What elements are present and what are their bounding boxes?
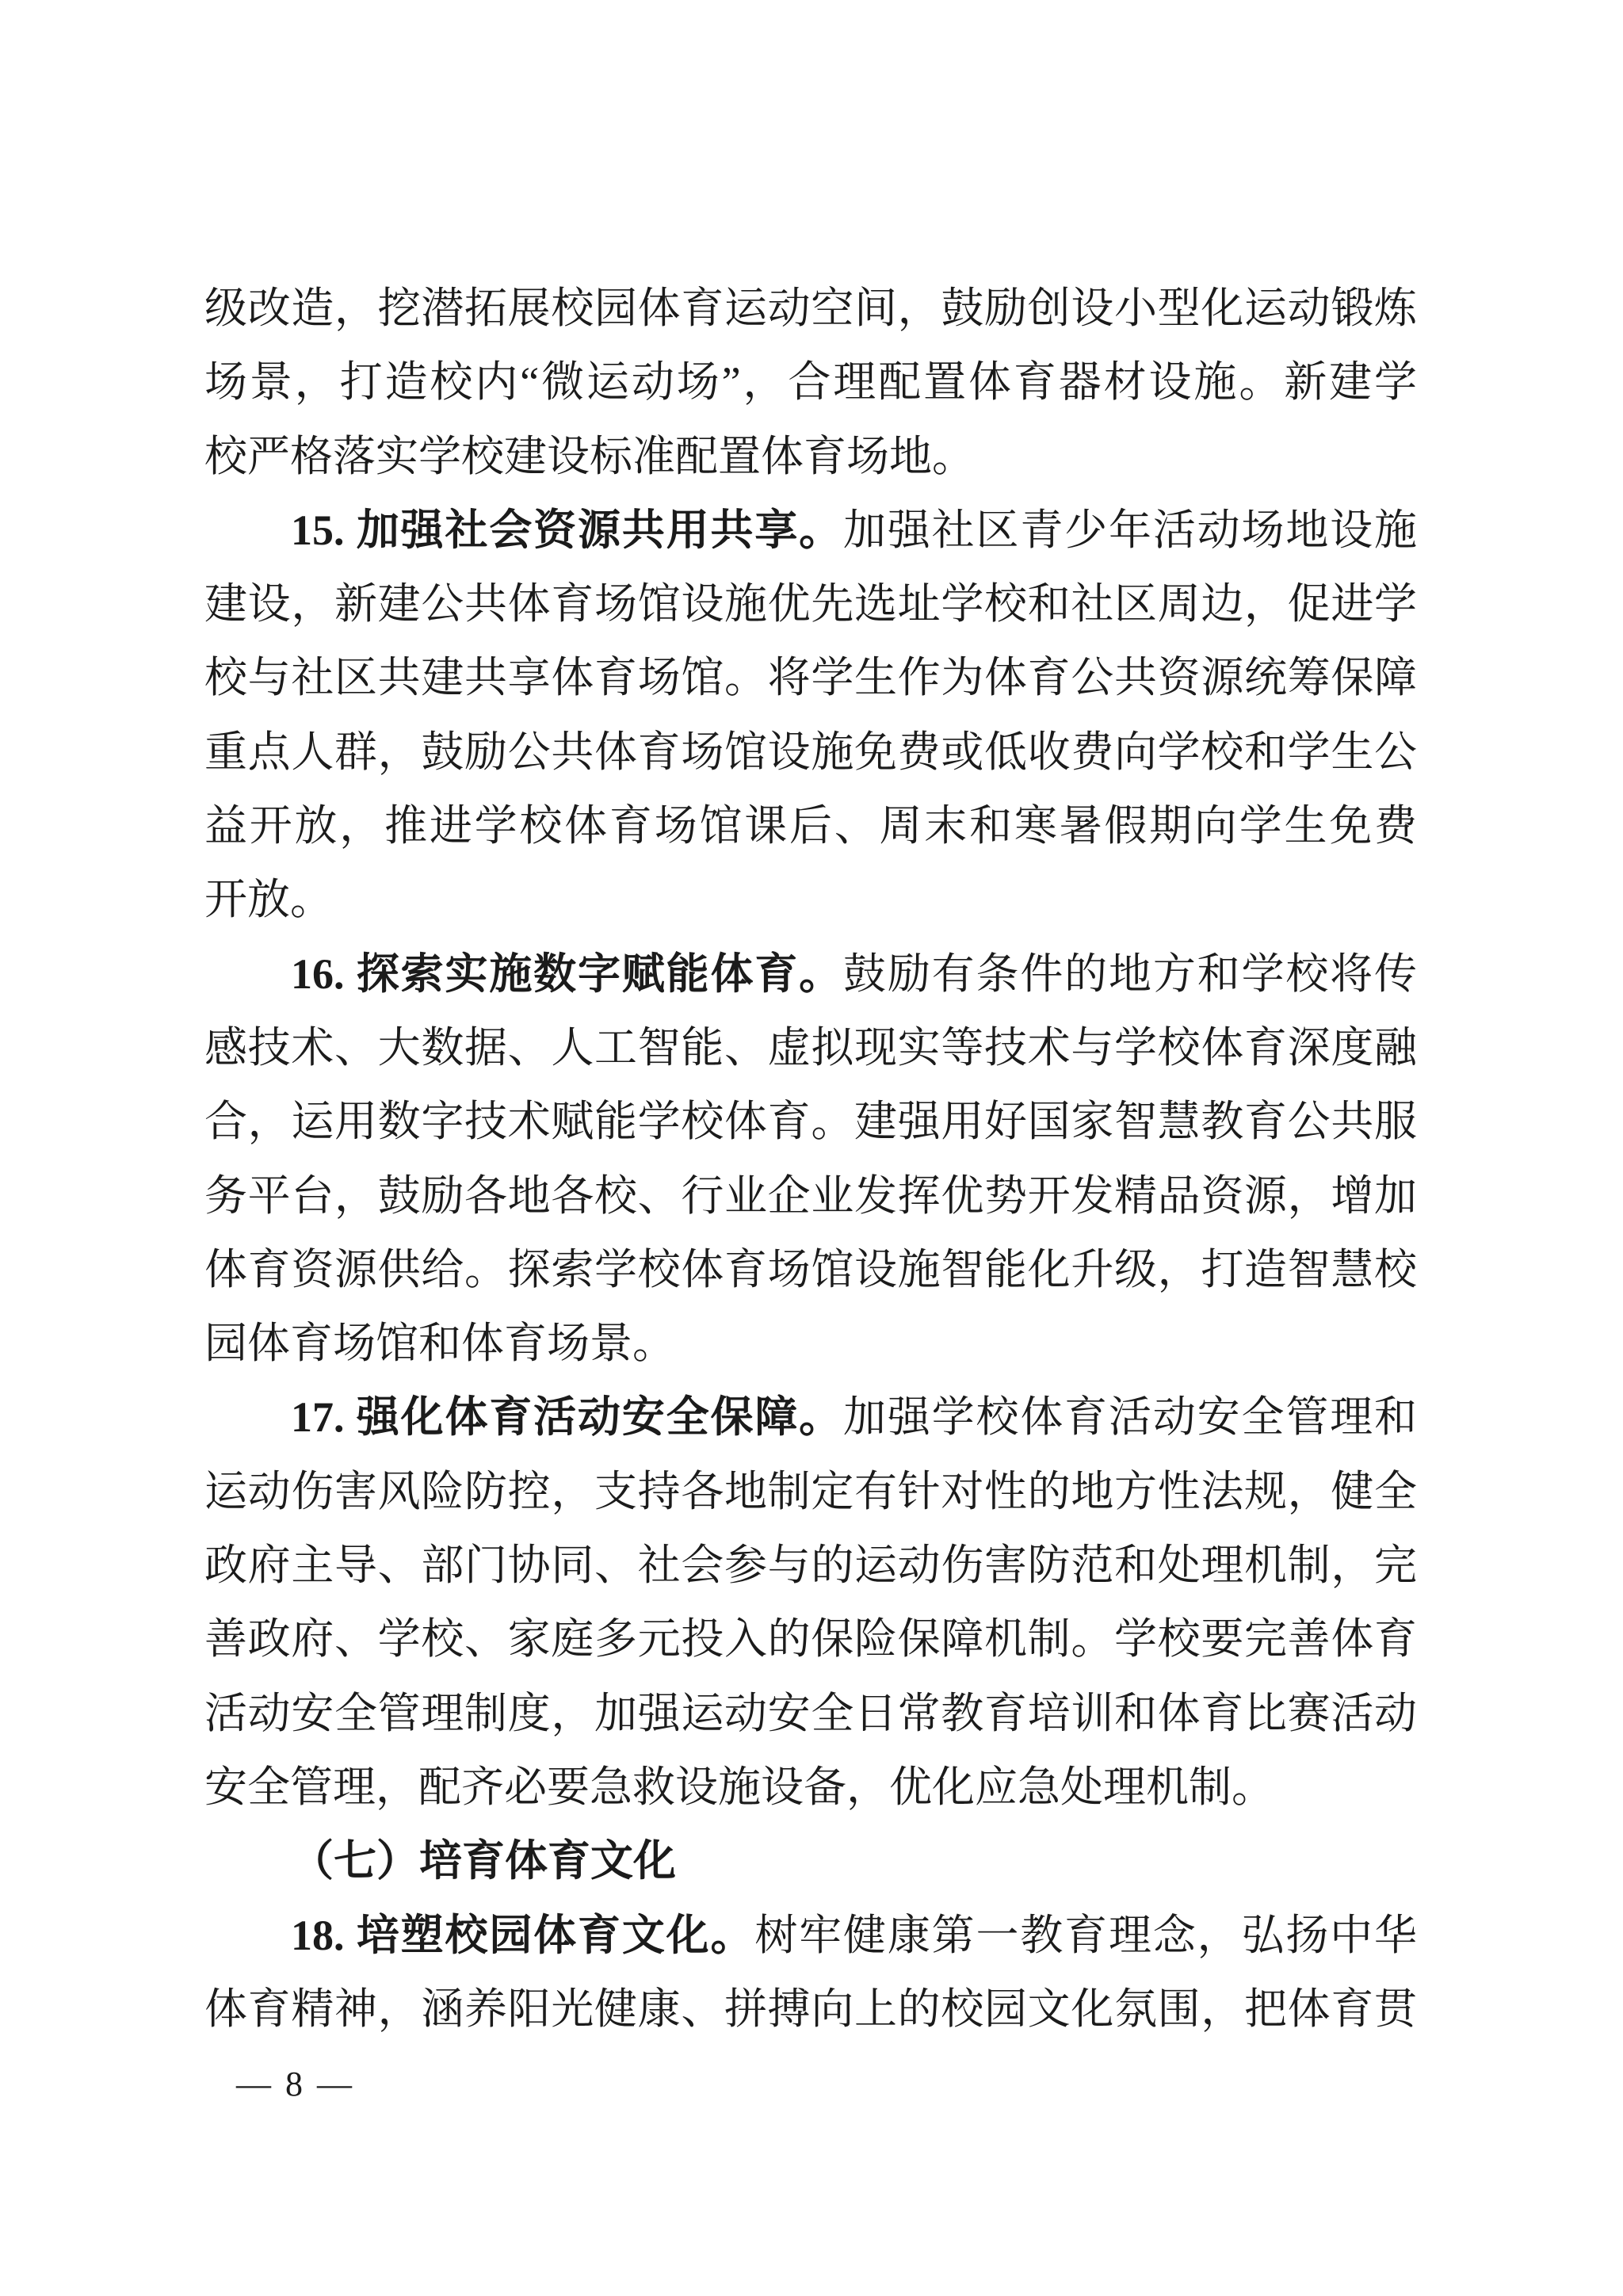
text-segment: 务平台，鼓励各地各校、行业企业发挥优势开发精品资源，增加 (204, 1171, 1417, 1220)
text-segment: 益开放，推进学校体育场馆课后、周末和寒暑假期向学生免费 (204, 802, 1417, 850)
text-line (204, 1529, 1417, 1603)
footer-left-dash: — (236, 2064, 271, 2103)
text-line (204, 346, 1417, 419)
text-line (204, 1233, 1417, 1307)
text-segment: 运动伤害风险防控，支持各地制定有针对性的地方性法规，健全 (204, 1467, 1417, 1515)
page-footer (236, 2059, 352, 2108)
text-line (204, 938, 1417, 1011)
text-line (204, 1381, 1417, 1454)
bold-text-segment: 18. 培塑校园体育文化。 (291, 1911, 755, 1959)
text-segment: 政府主导、部门协同、社会参与的运动伤害防范和处理机制，完 (204, 1541, 1417, 1590)
text-segment: 感技术、大数据、人工智能、虚拟现实等技术与学校体育深度融 (204, 1023, 1417, 1072)
text-line (204, 716, 1417, 789)
text-segment: 场景，打造校内“微运动场”，合理配置体育器材设施。新建学 (204, 358, 1417, 407)
page-number: 8 (285, 2064, 303, 2103)
text-segment: 活动安全管理制度，加强运动安全日常教育培训和体育比赛活动 (204, 1689, 1417, 1737)
text-segment: 体育资源供给。探索学校体育场馆设施智能化升级，打造智慧校 (204, 1245, 1417, 1293)
text-line (204, 567, 1417, 641)
text-line (204, 641, 1417, 715)
bold-text-segment: 16. 探索实施数字赋能体育。 (291, 949, 843, 998)
text-segment: 体育精神，涵养阳光健康、拼搏向上的校园文化氛围，把体育贯 (204, 1985, 1417, 2033)
text-line (204, 1677, 1417, 1751)
text-segment: 校严格落实学校建设标准配置体育场地。 (204, 432, 975, 480)
text-line (204, 272, 1417, 346)
text-line (204, 1824, 1417, 1898)
text-line (204, 1307, 1417, 1381)
bold-text-segment: 17. 强化体育活动安全保障。 (291, 1393, 843, 1442)
text-segment: 善政府、学校、家庭多元投入的保险保障机制。学校要完善体育 (204, 1615, 1417, 1664)
text-segment: 开放。 (204, 876, 333, 924)
text-segment: 合，运用数字技术赋能学校体育。建强用好国家智慧教育公共服 (204, 1098, 1417, 1146)
footer-right-dash: — (317, 2064, 352, 2103)
text-segment: 安全管理，配齐必要急救设施设备，优化应急处理机制。 (204, 1763, 1274, 1811)
text-line (204, 1455, 1417, 1529)
text-segment: 鼓励有条件的地方和学校将传 (843, 949, 1417, 998)
text-segment: 加强社区青少年活动场地设施 (843, 506, 1417, 554)
text-line (204, 1159, 1417, 1233)
text-line (204, 1751, 1417, 1824)
text-line (204, 420, 1417, 494)
text-segment: 建设，新建公共体育场馆设施优先选址学校和社区周边，促进学 (204, 580, 1417, 628)
text-segment: 校与社区共建共享体育场馆。将学生作为体育公共资源统筹保障 (204, 654, 1417, 702)
text-line (204, 789, 1417, 863)
text-line (204, 1011, 1417, 1085)
text-line (204, 494, 1417, 567)
text-line (204, 1899, 1417, 1973)
bold-text-segment: （七）培育体育文化 (291, 1837, 676, 1885)
text-segment: 加强学校体育活动安全管理和 (843, 1393, 1417, 1442)
text-line (204, 1973, 1417, 2046)
text-line (204, 1085, 1417, 1159)
bold-text-segment: 15. 加强社会资源共用共享。 (291, 506, 843, 554)
text-line (204, 863, 1417, 937)
text-line (204, 1603, 1417, 1676)
text-segment: 级改造，挖潜拓展校园体育运动空间，鼓励创设小型化运动锻炼 (204, 285, 1417, 332)
text-segment: 树牢健康第一教育理念，弘扬中华 (754, 1911, 1418, 1959)
text-segment: 园体育场馆和体育场景。 (204, 1320, 675, 1368)
document-body (204, 272, 1417, 2046)
text-segment: 重点人群，鼓励公共体育场馆设施免费或低收费向学校和学生公 (204, 728, 1417, 776)
